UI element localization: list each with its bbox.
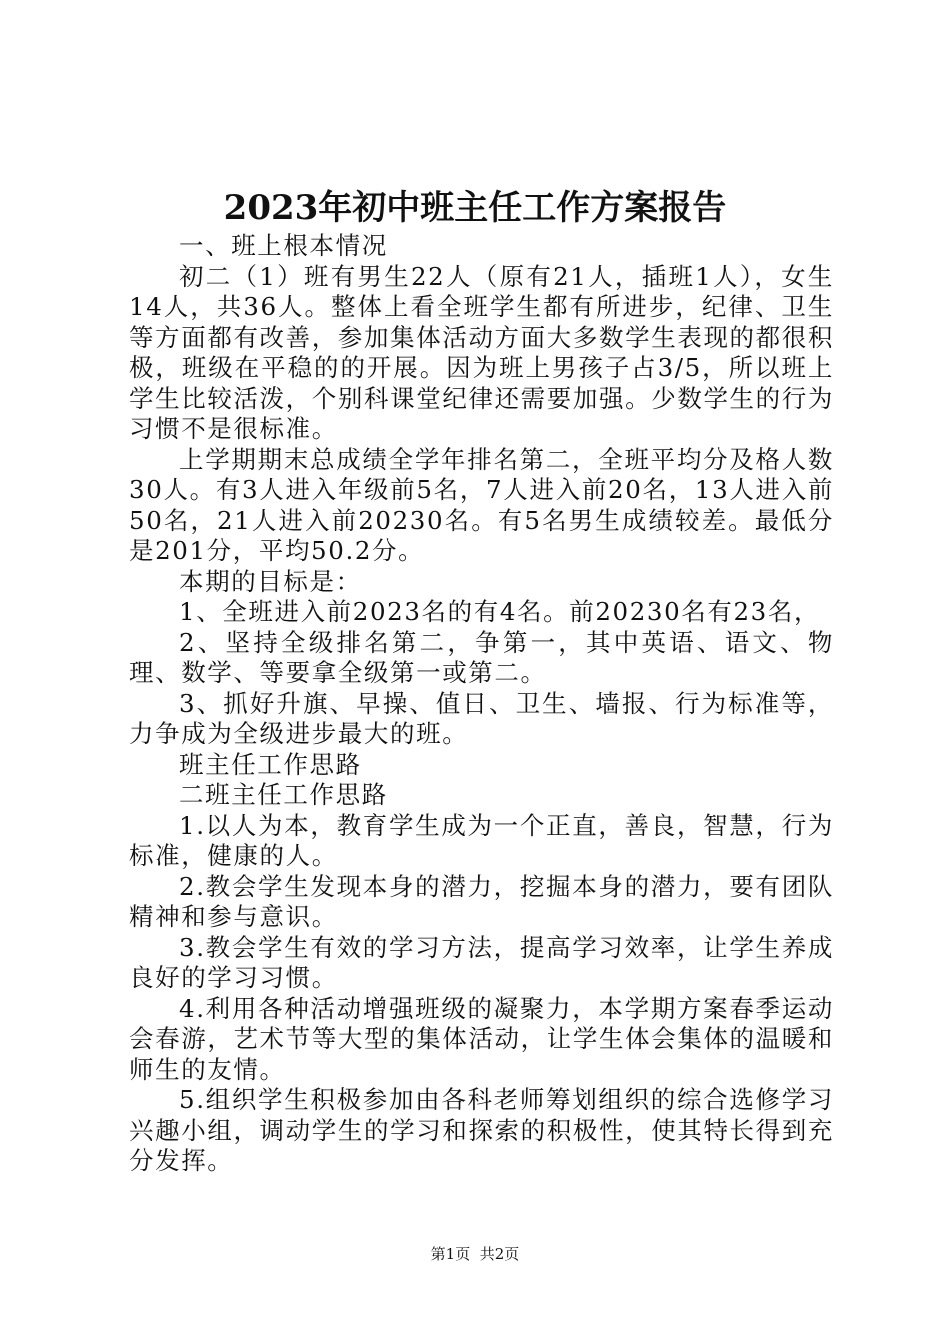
paragraph: 班主任工作思路: [179, 749, 362, 779]
paragraph: 2.教会学生发现本身的潜力，挖掘本身的潜力，要有团队精神和参与意识。: [129, 871, 834, 931]
document-title: 2023年初中班主任工作方案报告: [223, 188, 727, 228]
paragraph: 1.以人为本，教育学生成为一个正直，善良，智慧，行为标准，健康的人。: [129, 810, 834, 870]
paragraph: 二班主任工作思路: [179, 780, 388, 809]
paragraph: 4.利用各种活动增强班级的凝聚力，本学期方案春季运动会春游，艺术节等大型的集体活动，让学生体会集体的温暖和师生的友情。: [129, 993, 834, 1084]
paragraph: 一、班上根本情况: [179, 231, 388, 260]
paragraph: 1、全班进入前2023名的有4名。前20230名有23名，: [179, 597, 821, 626]
paragraph: 3.教会学生有效的学习方法，提高学习效率，让学生养成良好的学习习惯。: [129, 932, 834, 992]
paragraph: 5.组织学生积极参加由各科老师筹划组织的综合选修学习兴趣小组，调动学生的学习和探索的积极性，使其特长得到充分发挥。: [129, 1085, 834, 1175]
page-footer: [0, 1244, 950, 1264]
paragraph: 本期的目标是：: [179, 566, 362, 596]
paragraph: 3、抓好升旗、早操、值日、卫生、墙报、行为标准等，力争成为全级进步最大的班。: [129, 688, 834, 748]
paragraph: 2、坚持全级排名第二，争第一，其中英语、语文、物理、数学、等要拿全级第一或第二。: [129, 627, 834, 687]
document-body: [129, 231, 834, 1177]
paragraph: 初二（1）班有男生22人（原有21人，插班1人），女生14人，共36人。整体上看全班学生都有所进步，纪律、卫生等方面都有改善，参加集体活动方面大多数学生表现的都很积极，班级在平稳的的开展。因为班上男孩子占3/5，所以班上学生比较活泼，个别科课堂纪律还需要加强。少数学生的行为习惯不是很标准。: [129, 261, 834, 443]
page-number: 第1页: [430, 1245, 471, 1263]
page-total: 共2页: [479, 1245, 520, 1263]
paragraph: 上学期期末总成绩全学年排名第二，全班平均分及格人数30人。有3人进入年级前5名，7人进入前20名，13人进入前50名，21人进入前20230名。有5名男生成绩较差。最低分是201分，平均50.2分。: [129, 444, 834, 565]
